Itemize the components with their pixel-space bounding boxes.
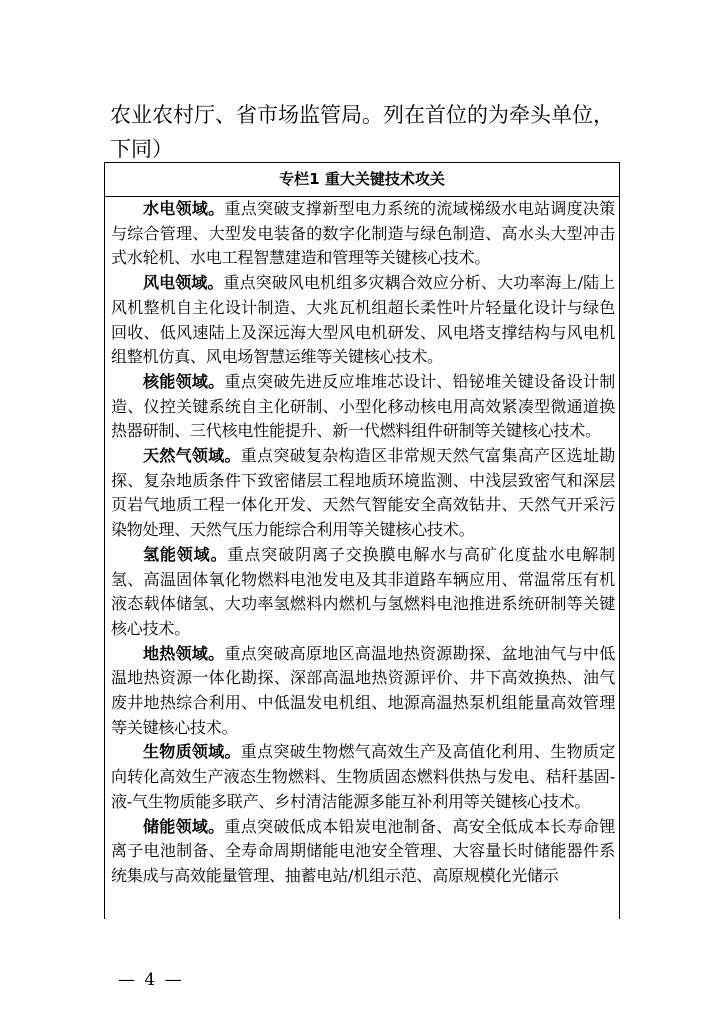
section-wind xyxy=(111,271,615,370)
section-heading: 天然气领域。 xyxy=(143,446,241,466)
section-hydrogen xyxy=(111,543,615,642)
section-body: 重点突破支撑新型电力系统的流域梯级水电站调度决策与综合管理、大型发电装备的数字化制造与绿色制造、高水头大型冲击式水轮机、水电工程智慧建造和管理等关键核心技术。 xyxy=(111,199,615,268)
section-energy-storage xyxy=(111,815,615,889)
page-number: — 4 — xyxy=(118,970,184,990)
column-box xyxy=(104,162,620,919)
section-biomass xyxy=(111,740,615,814)
section-heading: 水电领域。 xyxy=(143,199,225,218)
section-hydropower xyxy=(111,197,615,271)
section-nuclear xyxy=(111,370,615,444)
section-natural-gas xyxy=(111,444,615,543)
section-body: 重点突破复杂构造区非常规天然气富集高产区选址勘探、复杂地质条件下致密储层工程地质环境监测、中浅层致密气和深层页岩气地质工程一体化开发、天然气智能安全高效钻井、天然气开采污染物处理、天然气压力能综合利用等关键核心技术。 xyxy=(111,446,615,540)
intro-paragraph: 农业农村厅、省市场监管局。列在首位的为牵头单位，下同） xyxy=(110,103,614,161)
column-title: 专栏1 重大关键技术攻关 xyxy=(105,163,619,197)
section-list xyxy=(105,197,619,889)
section-body: 重点突破阴离子交换膜电解水与高矿化度盐水电解制氢、高温固体氧化物燃料电池发电及其非道路车辆应用、常温常压有机液态载体储氢、大功率氢燃料内燃机与氢燃料电池推进系统研制等关键核心技术。 xyxy=(111,544,615,638)
section-body: 重点突破风电机组多灾耦合效应分析、大功率海上/陆上风机整机自主化设计制造、大兆瓦机组超长柔性叶片轻量化设计与绿色回收、低风速陆上及深远海大型风电机研发、风电塔支撑结构与风电机组整机仿真、风电场智慧运维等关键核心技术。 xyxy=(111,273,615,367)
section-heading: 储能领域。 xyxy=(143,816,225,836)
section-body: 重点突破高原地区高温地热资源勘探、盆地油气与中低温地热资源一体化勘探、深部高温地热资源评价、井下高效换热、油气废井地热综合利用、中低温发电机组、地源高温热泵机组能量高效管理等关键核心技术。 xyxy=(111,643,615,737)
section-body: 重点突破生物燃气高效生产及高值化利用、生物质定向转化高效生产液态生物燃料、生物质固态燃料供热与发电、秸秆基固-液-气生物质能多联产、乡村清洁能源多能互补利用等关键核心技术。 xyxy=(111,742,615,811)
section-body: 重点突破先进反应堆堆芯设计、铅铋堆关键设备设计制造、仪控关键系统自主化研制、小型化移动核电用高效紧凑型微通道换热器研制、三代核电性能提升、新一代燃料组件研制等关键核心技术。 xyxy=(111,371,615,441)
section-heading: 地热领域。 xyxy=(143,643,225,663)
section-heading: 氢能领域。 xyxy=(143,544,228,564)
section-heading: 风电领域。 xyxy=(143,273,224,293)
section-body: 重点突破低成本铅炭电池制备、高安全低成本长寿命锂离子电池制备、全寿命周期储能电池安全管理、大容量长时储能器件系统集成与高效能量管理、抽蓄电站/机组示范、高原规模化光储示 xyxy=(111,816,615,885)
section-geothermal xyxy=(111,642,615,741)
section-heading: 生物质领域。 xyxy=(143,742,241,762)
section-heading: 核能领域。 xyxy=(143,371,225,391)
